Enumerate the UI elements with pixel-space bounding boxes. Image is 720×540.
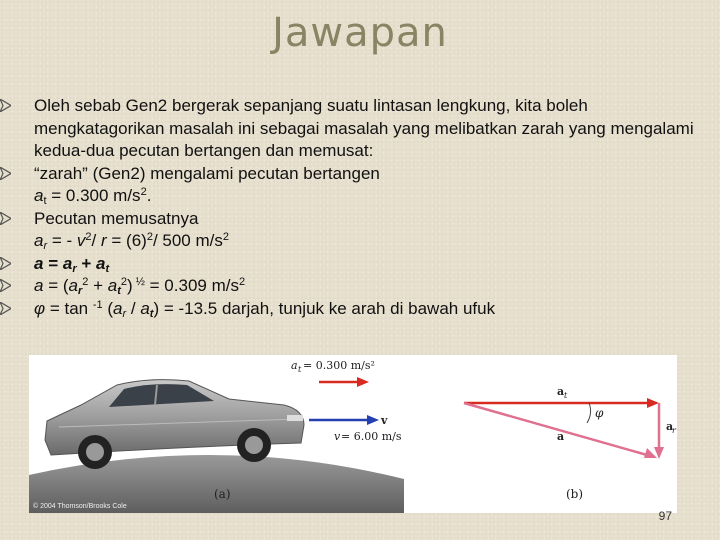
eq: = tan [45,298,93,318]
eq: = ( [43,276,69,295]
label-v-arrow: v [381,414,388,427]
sup-half: ½ [132,276,145,288]
var-r: r [100,231,107,250]
figure-svg [29,355,677,513]
var-ar: a [68,276,78,295]
caption-b: (b) [566,487,584,501]
value: = (6) [106,231,147,250]
label-at-italic: a [291,359,298,372]
sup: 2 [238,276,246,288]
bullet-item [22,95,712,163]
arrow-bullet-icon [0,279,11,292]
label-v: v [334,430,341,443]
sub-t: t [117,285,121,297]
value: = 0.300 m/s [46,186,141,205]
var-ar: a [113,298,123,318]
vec-at-sub: t [564,391,568,400]
bullet-item [22,253,712,276]
var-ar: a [62,253,73,273]
close-paren: ) [127,276,133,295]
eq: = [43,253,63,273]
bullet-text: Oleh sebab Gen2 bergerak sepanjang suatu lintasan lengkung, kita boleh mengkatagorikan masalah ini sebagai masalah yang melibatkan zarah yang mengalami kedua-dua pecutan bertangen dan memusat: [34,96,694,160]
copyright: © 2004 Thomson/Brooks Cole [33,503,127,510]
plus: + [76,253,96,273]
eq: = - [47,231,77,250]
bullet-list [22,95,712,320]
var-a: a [34,231,44,250]
var-v: v [76,231,86,250]
slide-title: Jawapan [272,10,448,56]
vec-phi-label: φ [595,406,604,420]
physics-figure [29,355,677,513]
bullet-item [22,163,712,208]
var-a: a [34,186,44,205]
arrow-bullet-icon [0,212,11,225]
vec-ar-sub: r [672,426,676,435]
sup: 2 [85,231,92,243]
bullet-item [22,298,712,321]
var-at: a [107,276,118,295]
period: . [146,186,152,205]
plus: + [88,276,108,295]
div: / [91,231,101,250]
var-a: a [34,253,44,273]
phi-symbol: φ [34,298,46,318]
value-end: / 500 m/s [152,231,223,250]
sup: 2 [82,276,89,288]
vec-at-label: a [557,385,565,398]
label-at-value: = 0.300 m/s² [303,359,375,372]
result: ) = -13.5 darjah, tunjuk ke arah di bawah ufuk [153,298,496,318]
div: / [126,298,141,318]
sub-t: t [43,195,47,207]
vec-a-label: a [557,430,565,443]
sub-r: r [122,307,127,320]
var-a: a [34,276,44,295]
sub-r: r [43,240,48,252]
sup: 2 [146,231,153,243]
arrow-bullet-icon [0,167,11,180]
bullet-text: “zarah” (Gen2) mengalami pecutan bertangen [34,163,380,183]
sup: 2 [140,186,147,198]
sup-inv: -1 [92,298,103,311]
arrow-bullet-icon [0,302,11,315]
sup: 2 [222,231,229,243]
var-at: a [95,253,106,273]
label-at-sub: t [298,365,302,374]
sup: 2 [120,276,128,288]
open-paren: ( [102,298,113,318]
sub-r: r [77,285,83,297]
bullet-text: Pecutan memusatnya [34,208,199,228]
arrow-bullet-icon [0,257,11,270]
sub-t: t [149,307,154,320]
page-number: 97 [658,509,672,523]
caption-a: (a) [214,487,231,501]
result: = 0.309 m/s [144,276,239,295]
var-at: a [140,298,150,318]
sub-t: t [105,262,110,275]
vec-a-arrow [464,403,647,455]
bullet-item [22,275,712,298]
bullet-item [22,208,712,253]
label-v-value: = 6.00 m/s [341,430,402,443]
arrow-bullet-icon [0,99,11,112]
sub-r: r [72,262,77,275]
vec-ar-label: a [666,420,674,433]
phi-arc [587,403,591,423]
car-illustration [45,380,304,469]
